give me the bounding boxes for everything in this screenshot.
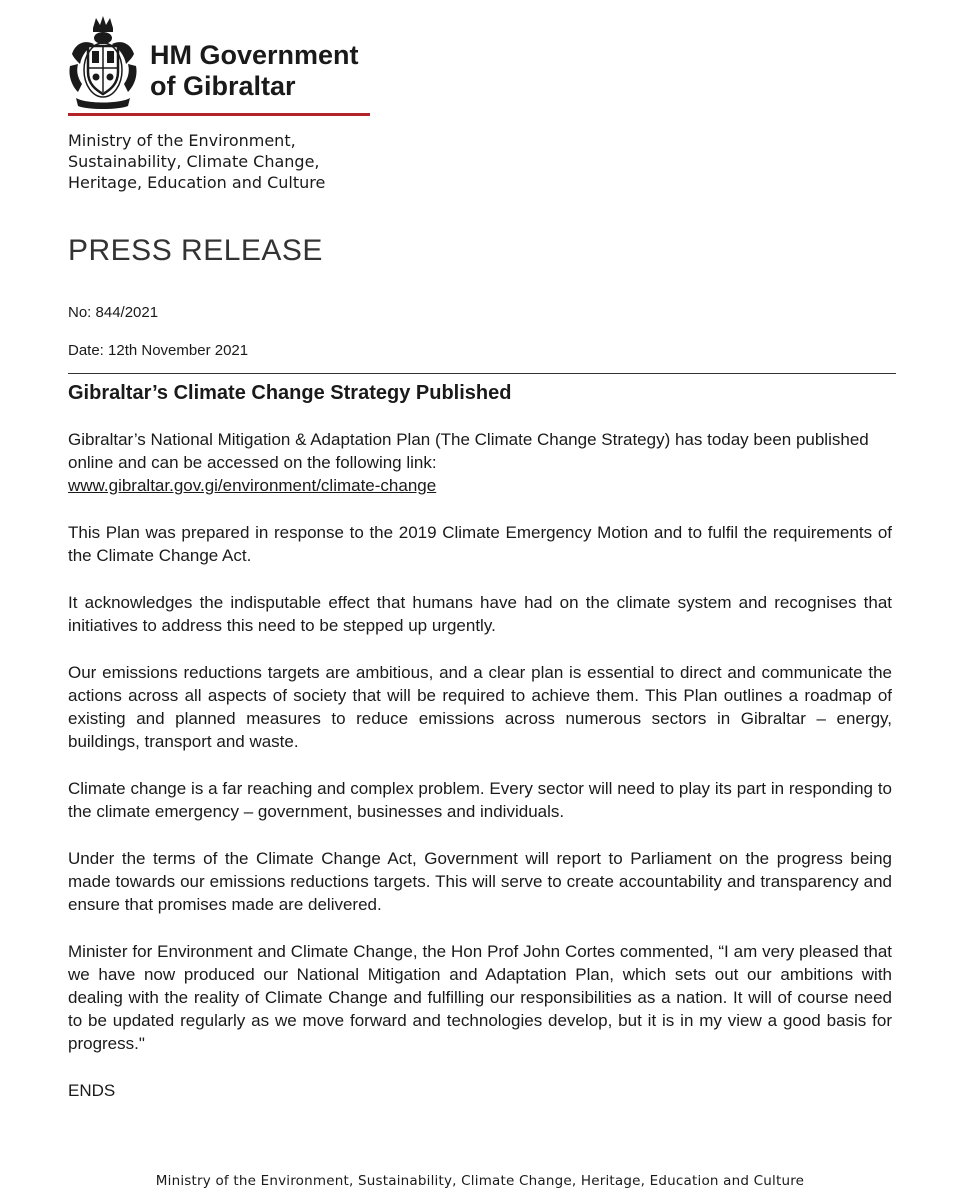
- ministry-header-line: Sustainability, Climate Change,: [68, 152, 320, 171]
- body-text: [68, 428, 892, 1102]
- paragraph-4: Our emissions reductions targets are ambitious, and a clear plan is essential to direct and communicate the actions across all aspects of society that will be required to achieve them. This Plan outlines a roadmap of existing and planned measures to reduce emissions across numerous sectors in Gibraltar – energy, buildings, transport and waste.: [68, 663, 892, 751]
- paragraph-7: Minister for Environment and Climate Change, the Hon Prof John Cortes commented, “I am very pleased that we have now produced our National Mitigation and Adaptation Plan, which sets out our ambitions with dealing with the reality of Climate Change and fulfilling our responsibilities as a nation. It will of course need to be updated regularly as we move forward and technologies develop, but it is in my view a good basis for progress.": [68, 942, 892, 1053]
- paragraph-6: Under the terms of the Climate Change Act, Government will report to Parliament on the progress being made towards our emissions reductions targets. This will serve to create accountability and transparency and ensure that promises made are delivered.: [68, 849, 892, 914]
- document-type-label: PRESS RELEASE: [68, 234, 323, 267]
- government-name-line1: HM Government: [150, 40, 359, 70]
- paragraph-2: This Plan was prepared in response to the 2019 Climate Emergency Motion and to fulfil the requirements of the Climate Change Act.: [68, 523, 892, 565]
- header-accent-rule: [68, 113, 370, 116]
- paragraph-1: [68, 428, 892, 497]
- ministry-header-line: Heritage, Education and Culture: [68, 173, 326, 192]
- ends-marker: ENDS: [68, 1081, 116, 1100]
- divider: [68, 373, 896, 374]
- paragraph-1-text: Gibraltar’s National Mitigation & Adaptation Plan (The Climate Change Strategy) has today been published online and can be accessed on the following link:: [68, 430, 869, 472]
- release-number: No: 844/2021: [68, 304, 159, 321]
- footer-ministry: Ministry of the Environment, Sustainability, Climate Change, Heritage, Education and Culture: [155, 1173, 805, 1189]
- release-date: Date: 12th November 2021: [68, 342, 249, 359]
- government-name-line2: of Gibraltar: [150, 71, 296, 101]
- ministry-header: [68, 130, 325, 193]
- ministry-header-line: Ministry of the Environment,: [68, 131, 296, 150]
- headline: Gibraltar’s Climate Change Strategy Published: [68, 382, 512, 404]
- government-name: [150, 40, 359, 102]
- climate-change-link[interactable]: www.gibraltar.gov.gi/environment/climate-change: [68, 476, 437, 495]
- paragraph-5: Climate change is a far reaching and complex problem. Every sector will need to play its part in responding to the climate emergency – government, businesses and individuals.: [68, 779, 892, 821]
- paragraph-3: It acknowledges the indisputable effect that humans have had on the climate system and recognises that initiatives to address this need to be stepped up urgently.: [68, 593, 892, 635]
- coat-of-arms-icon: [66, 14, 140, 110]
